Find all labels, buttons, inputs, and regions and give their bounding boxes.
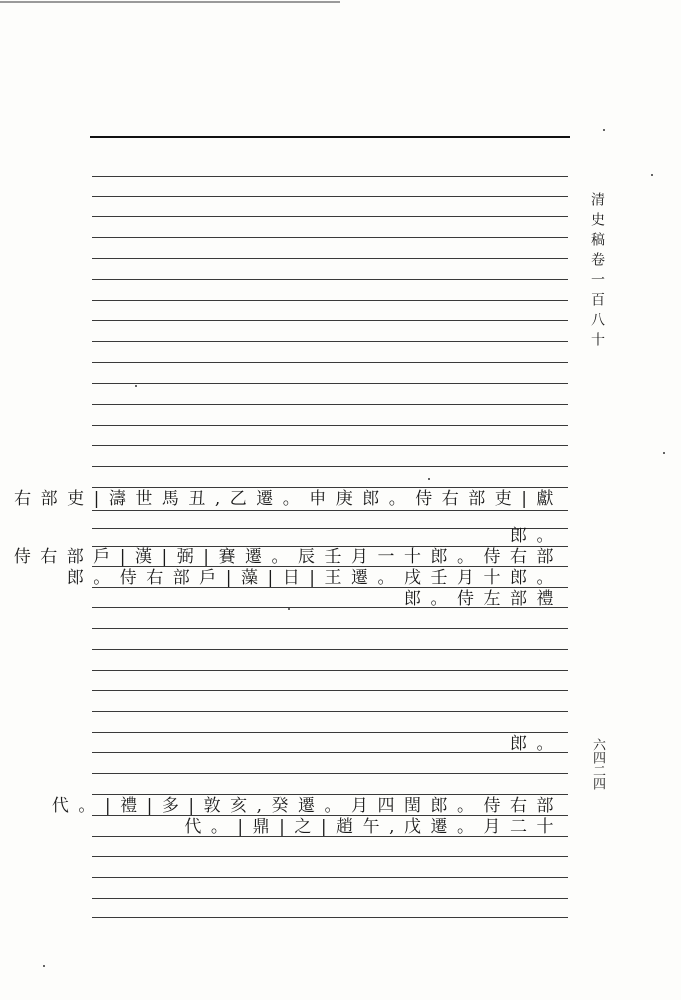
scan-speck bbox=[663, 452, 665, 454]
table-rule bbox=[92, 466, 568, 467]
table-entry-row: 郎。 bbox=[510, 526, 563, 546]
table-rule bbox=[92, 917, 568, 918]
table-entry-row: 郎。侍左部禮 bbox=[404, 589, 563, 609]
table-rule bbox=[92, 320, 568, 321]
table-rule bbox=[92, 404, 568, 405]
table-rule bbox=[92, 216, 568, 217]
table-top-border bbox=[90, 136, 570, 138]
table-rule bbox=[92, 711, 568, 712]
table-rule bbox=[92, 856, 568, 857]
table-rule bbox=[92, 383, 568, 384]
scan-speck bbox=[288, 608, 290, 610]
table-rule bbox=[92, 898, 568, 899]
table-rule bbox=[92, 176, 568, 177]
scan-speck bbox=[135, 385, 137, 387]
table-entry-row: 郎。侍右部戶|藻|日|王遷。戌壬月十郎。 bbox=[66, 568, 563, 588]
table-entry-row: 代。|禮|多|敦亥,癸遷。月四閏郎。侍右部 bbox=[51, 796, 563, 816]
table-rule bbox=[92, 628, 568, 629]
table-rule bbox=[92, 649, 568, 650]
table-rule bbox=[92, 510, 568, 511]
table-rule bbox=[92, 773, 568, 774]
scan-speck bbox=[603, 129, 605, 131]
table-rule bbox=[92, 425, 568, 426]
table-entry-row: 侍右部戶|漢|弼|賽遷。辰壬月一十郎。侍右部 bbox=[13, 547, 563, 567]
table-rule bbox=[92, 300, 568, 301]
table-rule bbox=[92, 196, 568, 197]
table-rule bbox=[92, 258, 568, 259]
top-edge-rule bbox=[0, 1, 340, 3]
table-rule bbox=[92, 279, 568, 280]
table-rule bbox=[92, 528, 568, 529]
table-rule bbox=[92, 237, 568, 238]
table-rule bbox=[92, 752, 568, 753]
scan-speck bbox=[651, 174, 653, 176]
table-entry-row: 郎。 bbox=[510, 734, 563, 754]
table-entry-row: 右部吏|濤世馬丑,乙遷。申庚郎。侍右部吏|獻 bbox=[14, 489, 563, 509]
table-rule bbox=[92, 794, 568, 795]
scan-speck bbox=[428, 478, 430, 480]
table-rule bbox=[92, 732, 568, 733]
table-rule bbox=[92, 362, 568, 363]
page-number: 六四二四 bbox=[590, 738, 605, 790]
table-rule bbox=[92, 341, 568, 342]
scan-speck bbox=[43, 965, 45, 967]
table-rule bbox=[92, 445, 568, 446]
table-rule bbox=[92, 877, 568, 878]
table-entry-row: 代。|鼎|之|趙午,戊遷。月二十 bbox=[184, 817, 563, 837]
table-rule bbox=[92, 487, 568, 488]
book-title: 清史稿卷一百八十 bbox=[589, 192, 605, 352]
table-rule bbox=[92, 690, 568, 691]
table-rule bbox=[92, 670, 568, 671]
